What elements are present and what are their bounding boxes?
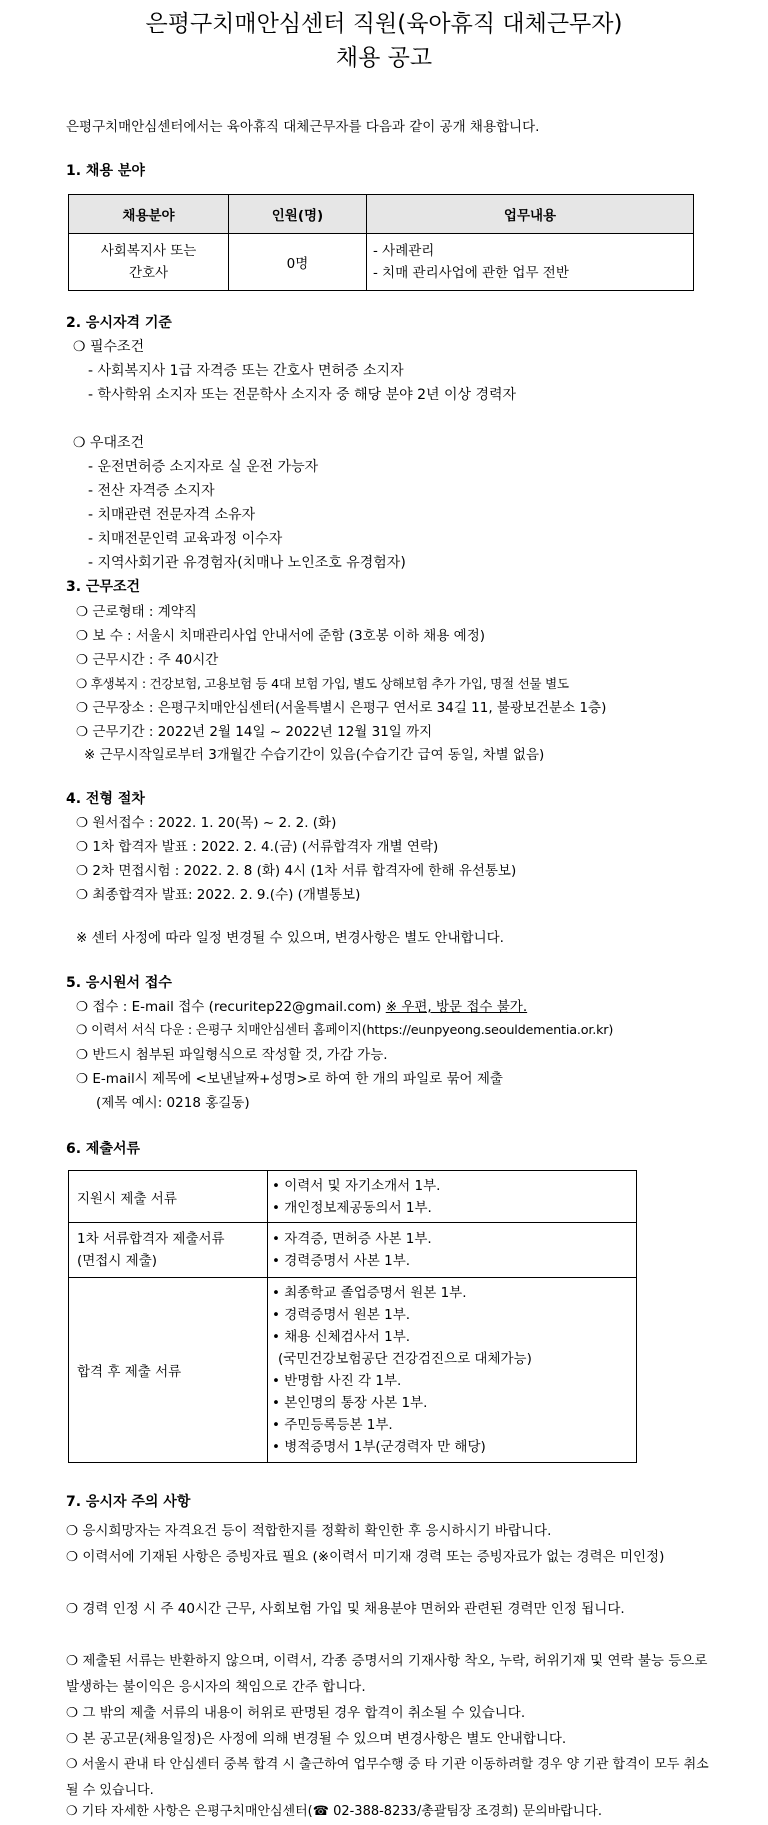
documents-row-items: • 이력서 및 자기소개서 1부. • 개인정보제공동의서 1부.	[268, 1171, 637, 1223]
table-header: 채용분야	[69, 195, 229, 234]
documents-row-label: 1차 서류합격자 제출서류 (면접시 제출)	[69, 1223, 268, 1278]
documents-row-label: 합격 후 제출 서류	[69, 1278, 268, 1463]
documents-table	[68, 1170, 637, 1463]
process-item: ❍ 원서접수 : 2022. 1. 20(목) ~ 2. 2. (화)	[76, 815, 337, 831]
precaution-item: ❍ 경력 인정 시 주 40시간 근무, 사회보험 가입 및 채용분야 면허와 관련된 경력만 인정 됩니다.	[66, 1601, 625, 1617]
required-item: - 사회복지사 1급 자격증 또는 간호사 면허증 소지자	[88, 363, 404, 379]
table-header: 업무내용	[367, 195, 694, 234]
preferred-item: - 전산 자격증 소지자	[88, 483, 215, 499]
intro-text: 은평구치매안심센터에서는 육아휴직 대체근무자를 다음과 같이 공개 채용합니다.	[66, 119, 540, 135]
application-item: ❍ 이력서 서식 다운 : 은평구 치매안심센터 홈페이지(https://eunpyeong.seouldementia.or.kr)	[76, 1023, 614, 1038]
table-header: 인원(명)	[229, 195, 367, 234]
subject-example: (제목 예시: 0218 홍길동)	[96, 1095, 250, 1111]
section-heading-work-conditions: 3. 근무조건	[66, 579, 141, 595]
duties-cell: - 사례관리 - 치매 관리사업에 관한 업무 전반	[367, 234, 694, 291]
work-condition-item: ❍ 보 수 : 서울시 치매관리사업 안내서에 준함 (3호봉 이하 채용 예정)	[76, 628, 486, 644]
precaution-item: ❍ 응시희망자는 자격요건 등이 적합한지를 정확히 확인한 후 응시하시기 바랍니다.	[66, 1523, 552, 1539]
probation-note: ※ 근무시작일로부터 3개월간 수습기간이 있음(수습기간 급여 동일, 차별 없음)	[84, 747, 545, 763]
precaution-item: ❍ 그 밖의 제출 서류의 내용이 허위로 판명된 경우 합격이 취소될 수 있습니다.	[66, 1705, 526, 1721]
precaution-item: ❍ 서울시 관내 타 안심센터 중복 합격 시 출근하여 업무수행 중 타 기관 이동하려할 경우 양 기관 합격이 모두 취소될 수 있습니다.	[66, 1757, 709, 1798]
precaution-item: ❍ 기타 자세한 사항은 은평구치매안심센터(☎ 02-388-8233/총괄팀장 조경희) 문의바랍니다.	[66, 1804, 602, 1819]
precaution-item: ❍ 이력서에 기재된 사항은 증빙자료 필요 (※이력서 미기재 경력 또는 증빙자료가 없는 경력은 미인정)	[66, 1549, 665, 1565]
work-condition-item: ❍ 후생복지 : 건강보험, 고용보험 등 4대 보험 가입, 별도 상해보험 추가 가입, 명절 선물 별도	[76, 676, 569, 691]
application-item: ❍ 접수 : E-mail 접수 (recuritep22@gmail.com) ※ 우편, 방문 접수 불가.	[76, 999, 528, 1015]
documents-row-label: 지원시 제출 서류	[69, 1171, 268, 1223]
preferred-item: - 치매관련 전문자격 소유자	[88, 507, 256, 523]
precaution-item: ❍ 제출된 서류는 반환하지 않으며, 이력서, 각종 증명서의 기재사항 착오, 누락, 허위기재 및 연락 불능 등으로 발생하는 불이익은 응시자의 책임으로 간주 합니다.	[66, 1653, 708, 1695]
preferred-item: - 치매전문인력 교육과정 이수자	[88, 531, 283, 547]
field-cell: 사회복지사 또는 간호사	[69, 234, 229, 291]
preferred-conditions-label: ❍ 우대조건	[73, 435, 145, 451]
section-heading-application: 5. 응시원서 접수	[66, 975, 172, 991]
documents-row-items: • 자격증, 면허증 사본 1부. • 경력증명서 사본 1부.	[268, 1223, 637, 1278]
process-item: ❍ 1차 합격자 발표 : 2022. 2. 4.(금) (서류합격자 개별 연락)	[76, 839, 439, 855]
required-conditions-label: ❍ 필수조건	[73, 339, 145, 355]
application-item: ❍ E-mail시 제목에 <보낸날짜+성명>로 하여 한 개의 파일로 묶어 제출	[76, 1071, 503, 1087]
section-heading-qualifications: 2. 응시자격 기준	[66, 315, 172, 331]
application-item: ❍ 반드시 첨부된 파일형식으로 작성할 것, 가감 가능.	[76, 1047, 388, 1063]
process-item: ❍ 2차 면접시험 : 2022. 2. 8 (화) 4시 (1차 서류 합격자에 한해 유선통보)	[76, 863, 517, 879]
precaution-item: ❍ 본 공고문(채용일정)은 사정에 의해 변경될 수 있으며 변경사항은 별도 안내합니다.	[66, 1731, 567, 1747]
no-mail-visit-notice: ※ 우편, 방문 접수 불가.	[385, 999, 528, 1015]
page-title: 은평구치매안심센터 직원(육아휴직 대체근무자)	[145, 11, 623, 37]
preferred-item: - 운전면허증 소지자로 실 운전 가능자	[88, 459, 319, 475]
section-heading-selection-process: 4. 전형 절차	[66, 791, 145, 807]
process-item: ❍ 최종합격자 발표: 2022. 2. 9.(수) (개별통보)	[76, 887, 361, 903]
required-item: - 학사학위 소지자 또는 전문학사 소지자 중 해당 분야 2년 이상 경력자	[88, 387, 517, 403]
section-heading-documents: 6. 제출서류	[66, 1141, 141, 1157]
work-condition-item: ❍ 근무기간 : 2022년 2월 14일 ~ 2022년 12월 31일 까지	[76, 724, 433, 740]
section-heading-recruitment-field: 1. 채용 분야	[66, 163, 145, 179]
recruitment-table	[68, 194, 694, 291]
count-cell: 0명	[229, 234, 367, 291]
section-heading-precautions: 7. 응시자 주의 사항	[66, 1494, 191, 1510]
schedule-change-note: ※ 센터 사정에 따라 일정 변경될 수 있으며, 변경사항은 별도 안내합니다.	[76, 930, 504, 946]
work-condition-item: ❍ 근로형태 : 계약직	[76, 604, 197, 620]
preferred-item: - 지역사회기관 유경험자(치매나 노인조호 유경험자)	[88, 555, 406, 571]
documents-row-items: • 최종학교 졸업증명서 원본 1부. • 경력증명서 원본 1부. • 채용 신체검사서 1부. (국민건강보험공단 건강검진으로 대체가능) • 반명함 사진 각 1부. • 본인명의 통장 사본 1부. • 주민등록등본 1부. • 병적증명서 1부(군경력자 만 해당)	[268, 1278, 637, 1463]
work-condition-item: ❍ 근무시간 : 주 40시간	[76, 652, 219, 668]
work-condition-item: ❍ 근무장소 : 은평구치매안심센터(서울특별시 은평구 연서로 34길 11, 불광보건분소 1층)	[76, 700, 607, 716]
page-subtitle: 채용 공고	[335, 45, 433, 71]
